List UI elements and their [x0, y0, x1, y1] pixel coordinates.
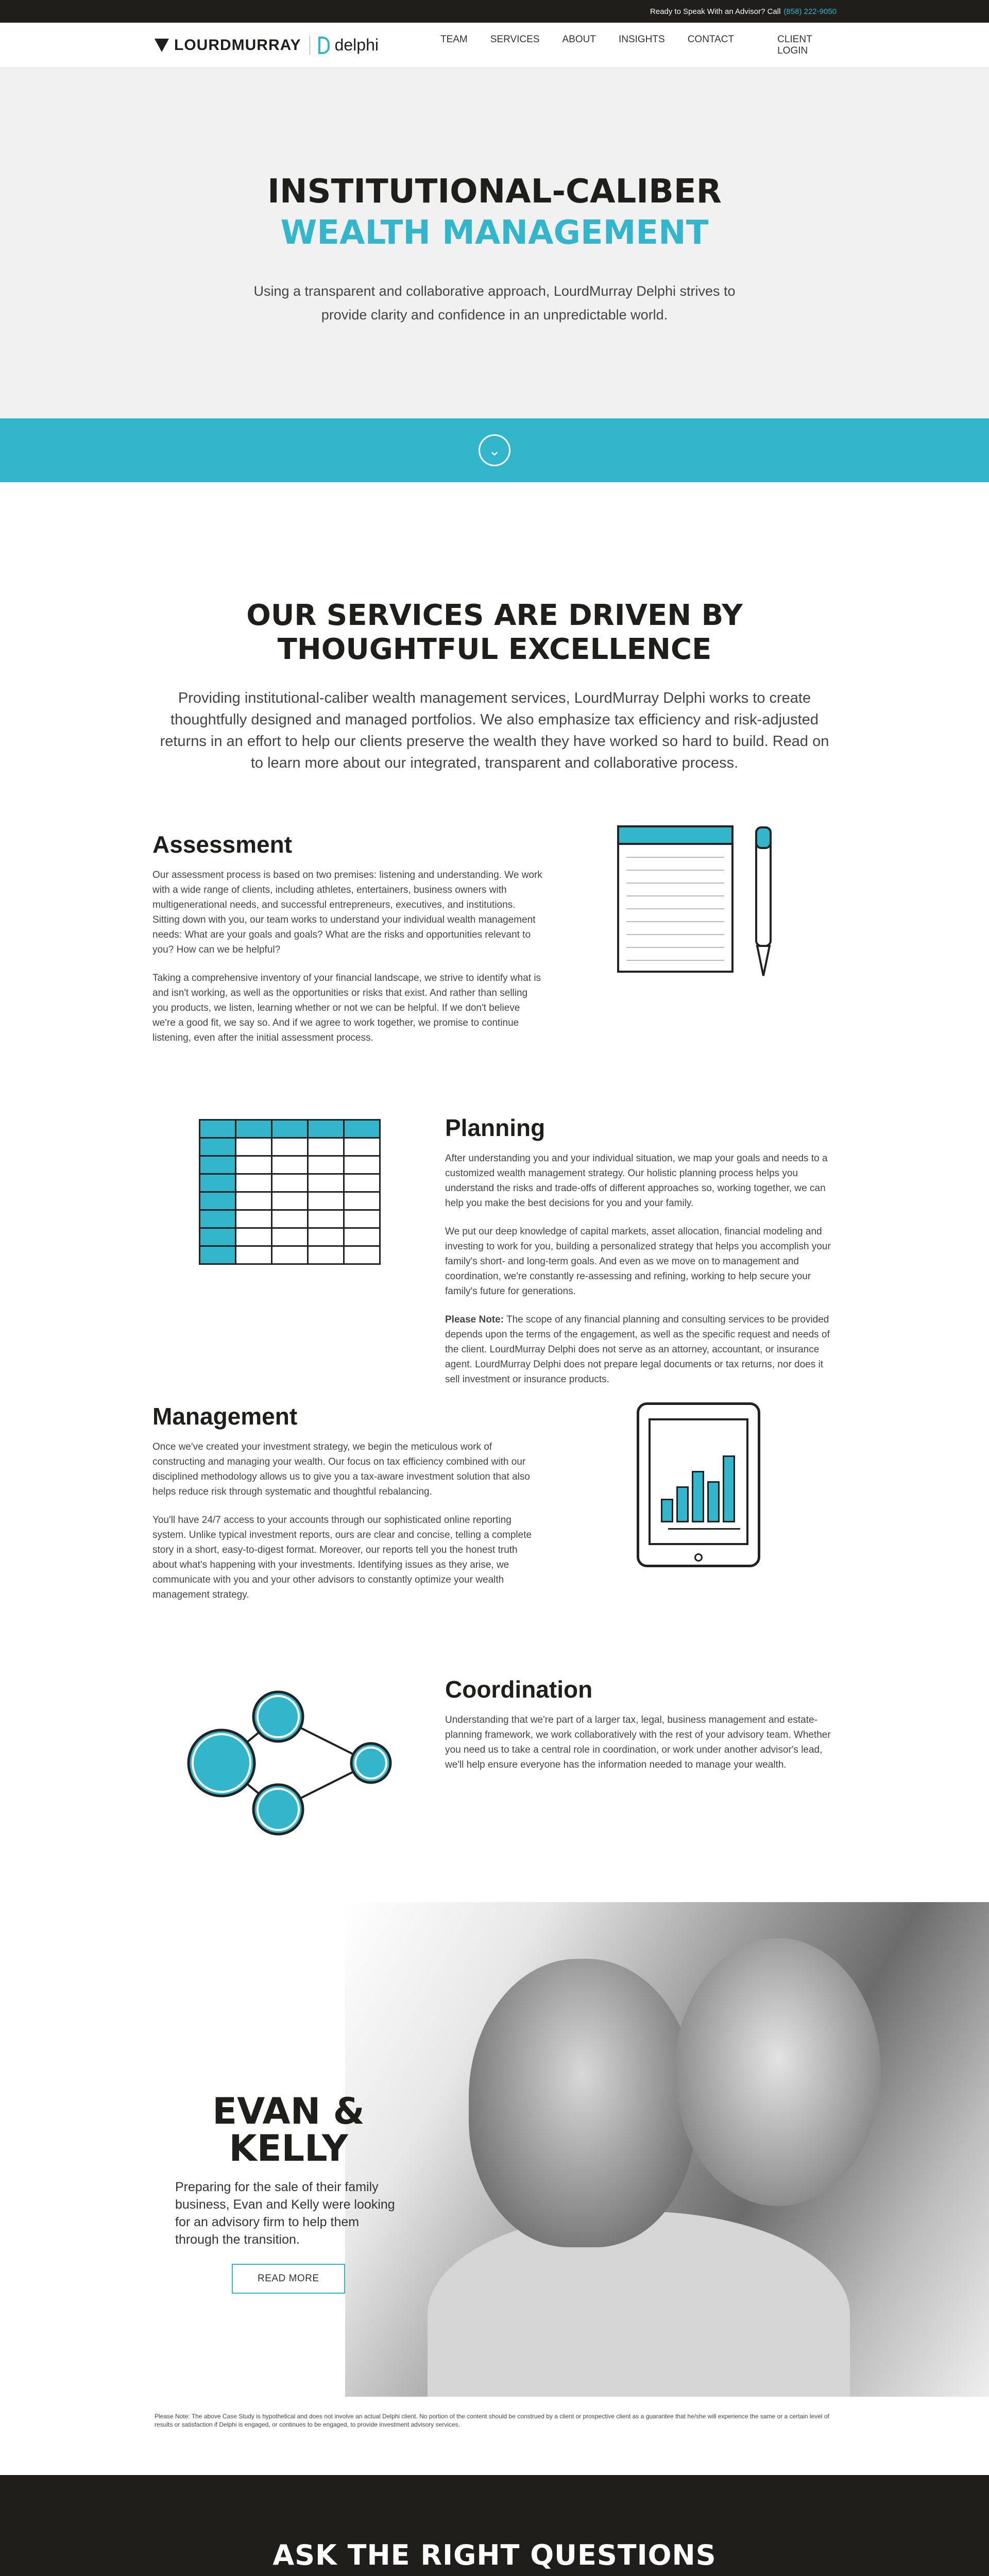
assessment-paragraph-1: Our assessment process is based on two premises: listening and understanding. We work with a wide range of clients, including athletes, entertainers, business owners with multigenerational needs, and successful entrepreneurs, executives, and institutions. Sitting down with you, our team works to understand your individual wealth management needs: What are your goals and goals? What are the risks and opportunities relevant to you? How can we be helpful?: [152, 870, 542, 955]
couple-photo: [345, 1902, 989, 2397]
planning-grid-icon: [199, 1119, 381, 1265]
logo-brand-primary: LOURDMURRAY: [174, 36, 301, 54]
hero-title: [0, 171, 989, 253]
questions-section: [0, 2475, 989, 2576]
tablet-chart-icon: [637, 1402, 760, 1567]
case-study-text: [175, 2090, 402, 2294]
management-title: Management: [152, 1403, 298, 1430]
delphi-mark-icon: [318, 37, 330, 54]
clipboard-icon: [617, 825, 734, 973]
case-study-disclaimer: Please Note: The above Case Study is hypothetical and does not involve an actual Delphi client. No portion of the content should be construed by a client or prospective client as a guarantee that he/she will experience the same or a certain level of results or satisfaction if Delphi is engaged, or continues to be engaged, to provide investment advisory services.: [155, 2413, 829, 2428]
planning-note-text: The scope of any financial planning and consulting services to be provided depends upon the terms of the engagement, as well as the specific request and needs of the client. LourdMurray Delphi does not serve as an attorney, accountant, or insurance agent. LourdMurray Delphi does not prepare legal documents or tax returns, nor does it sell investment or insurance products.: [445, 1314, 830, 1385]
site-header: [0, 23, 989, 68]
coordination-title: Coordination: [445, 1676, 593, 1703]
coordination-text: [445, 1675, 837, 1786]
hero-subtitle: Using a transparent and collaborative approach, LourdMurray Delphi strives to provide clarity and confidence in an unpredictable world.: [253, 283, 736, 323]
nav-item-services[interactable]: SERVICES: [490, 33, 540, 45]
services-intro: [0, 482, 989, 774]
assessment-text: [152, 831, 544, 1059]
hero: [0, 68, 989, 418]
planning-paragraph-2: We put our deep knowledge of capital markets, asset allocation, financial modeling and investing to work for you, building a personalized strategy that helps you accomplish your family's short- and long-term goals. And even as we move on to management and coordination, we're constantly re-assessing and refining, working to help secure your family's future for generations.: [445, 1226, 831, 1297]
network-diagram-icon: [185, 1686, 397, 1840]
management-text: [152, 1402, 544, 1616]
nav-item-about[interactable]: ABOUT: [562, 33, 596, 45]
nav-item-contact[interactable]: CONTACT: [687, 33, 735, 45]
case-study-title: EVAN & KELLY: [212, 2090, 365, 2170]
planning-note-label: Please Note:: [445, 1314, 504, 1325]
case-study-summary: Preparing for the sale of their family business, Evan and Kelly were looking for an advisory firm to help them through the transition.: [175, 2180, 395, 2247]
site-logo[interactable]: [155, 36, 379, 55]
logo-triangle-icon: [155, 39, 169, 52]
nav-item-insights[interactable]: INSIGHTS: [618, 33, 665, 45]
questions-title: ASK THE RIGHT QUESTIONS: [272, 2539, 717, 2571]
planning-paragraph-1: After understanding you and your individual situation, we map your goals and needs to a customized wealth management strategy. Our holistic planning process helps you understand the risks and trade-offs of different approaches so, working together, we can help you make the best decisions for you and your family.: [445, 1153, 828, 1209]
services-intro-text: Providing institutional-caliber wealth management services, LourdMurray Delphi works to create thoughtfully designed and managed portfolios. We also emphasize tax efficiency and risk-adjusted returns in an effort to help our clients preserve the wealth they have worked so hard to build. Read on to learn more about our integrated, transparent and collaborative process.: [160, 690, 829, 771]
service-management: [0, 1402, 989, 1675]
logo-brand-secondary: delphi: [334, 36, 379, 54]
service-coordination: [0, 1675, 989, 1902]
assessment-paragraph-2: Taking a comprehensive inventory of your financial landscape, we strive to identify what is and isn't working, as well as the opportunities or risks that exist. And rather than selling you products, we listen, learning whether or not we can be helpful. If we don't believe we're a good fit, we say so. And if we agree to work together, we promise to continue listening, even after the initial assessment process.: [152, 973, 541, 1043]
scroll-band: [0, 418, 989, 482]
read-more-button[interactable]: READ MORE: [232, 2264, 345, 2294]
service-assessment: [0, 825, 989, 1114]
management-paragraph-2: You'll have 24/7 access to your accounts through our sophisticated online reporting system. Unlike typical investment reports, ours are clear and concise, telling a complete story in a short, easy-to-digest format. Moreover, our reports tell you the honest truth about what's happening with your investments. Identifying issues as they arise, we communicate with you and your other advisors to constantly optimize your wealth management strategy.: [152, 1515, 532, 1600]
topbar: [0, 0, 989, 23]
management-paragraph-1: Once we've created your investment strategy, we begin the meticulous work of constructing and managing your wealth. Our focus on tax efficiency combined with our disciplined methodology allows us to give you a tax-aware investment solution that also helps reduce risk through systematic and thoughtful rebalancing.: [152, 1442, 530, 1497]
hero-title-line1: INSTITUTIONAL-CALIBER: [267, 173, 722, 211]
case-study: [0, 1902, 989, 2397]
hero-title-line2: WEALTH MANAGEMENT: [280, 214, 709, 252]
nav-item-team[interactable]: TEAM: [440, 33, 468, 45]
scroll-down-icon[interactable]: ⌄: [479, 434, 510, 466]
coordination-paragraph-1: Understanding that we're part of a larger tax, legal, business management and estate-planning framework, we work collaboratively with the rest of your advisory team. Whether you need us to take a central role in coordination, or work under another advisor's lead, we'll help ensure everyone has the information needed to manage your wealth.: [445, 1715, 831, 1770]
main-nav: [440, 34, 834, 57]
topbar-text: Ready to Speak With an Advisor? Call: [650, 7, 781, 16]
services-title: OUR SERVICES ARE DRIVEN BY THOUGHTFUL EXCELLENCE: [246, 599, 743, 666]
phone-link[interactable]: (858) 222-9050: [783, 7, 837, 16]
assessment-title: Assessment: [152, 831, 293, 858]
pen-icon: [753, 825, 774, 980]
planning-note: [445, 1312, 837, 1387]
planning-title: Planning: [445, 1114, 545, 1141]
client-login-link[interactable]: CLIENT LOGIN: [777, 33, 812, 56]
service-planning: [0, 1114, 989, 1402]
planning-text: [445, 1114, 837, 1400]
